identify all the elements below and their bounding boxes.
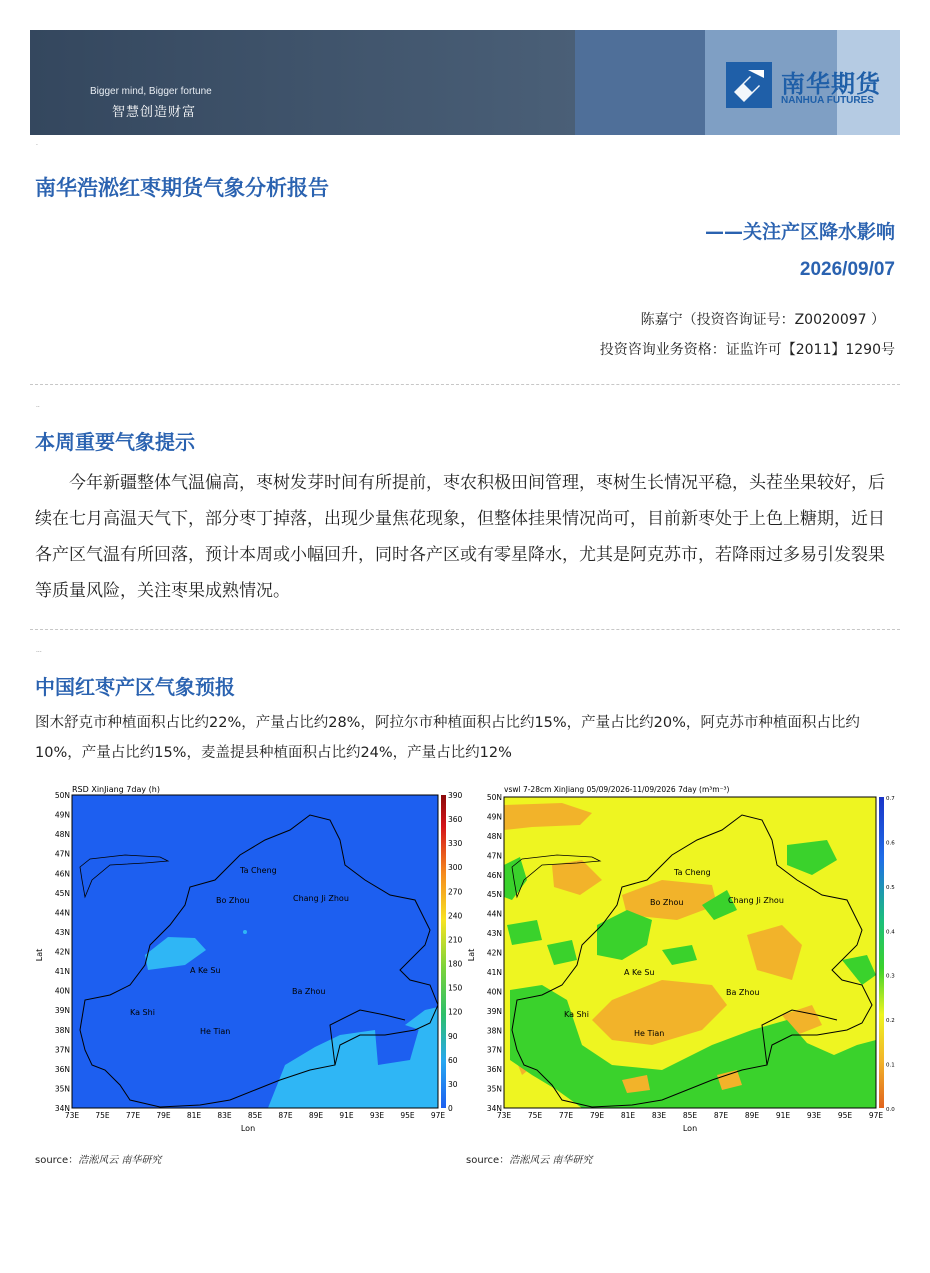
colorbar-tick-label: 0.3 [886, 973, 895, 980]
y-axis-label: Lat [35, 948, 44, 962]
colorbar-tick-label: 150 [448, 983, 462, 993]
y-tick-label: 41N [486, 967, 502, 977]
x-tick-label: 89E [308, 1111, 324, 1120]
colorbar-tick-label: 300 [448, 863, 462, 873]
place-label: Ba Zhou [726, 988, 760, 997]
x-tick-label: 83E [217, 1111, 232, 1120]
y-tick-label: 44N [54, 908, 70, 918]
x-axis-label: Lon [240, 1124, 256, 1133]
y-tick-label: 40N [54, 986, 70, 996]
colorbar-tick-label: 30 [448, 1079, 458, 1089]
colorbar-tick-label: 330 [448, 839, 462, 849]
author-line: 陈嘉宁（投资咨询证号：Z0020097 ） [640, 312, 885, 328]
report-subtitle: ——关注产区降水影响 [704, 221, 895, 243]
y-tick-label: 47N [486, 851, 502, 861]
source-text: 浩淞风云 南华研究 [78, 1155, 162, 1166]
colorbar-tick-label: 0.1 [886, 1062, 895, 1069]
y-tick-label: 45N [54, 888, 70, 898]
colorbar-tick-label: 90 [448, 1031, 458, 1041]
place-label: Chang Ji Zhou [728, 896, 784, 905]
x-tick-label: 83E [651, 1111, 667, 1120]
source-label: source： [466, 1155, 510, 1166]
y-tick-label: 35N [54, 1084, 70, 1094]
logo-text-cn: 南华期货 [781, 70, 881, 98]
y-tick-label: 37N [486, 1045, 502, 1055]
place-label: He Tian [634, 1029, 665, 1038]
y-tick-label: 40N [486, 987, 502, 997]
place-label: Bo Zhou [650, 898, 684, 907]
map-plot-area [72, 795, 438, 1108]
slogan-chinese: 智慧创造财富 [112, 105, 197, 120]
x-axis-ticks [497, 1111, 884, 1120]
x-tick-label: 85E [682, 1111, 698, 1120]
colorbar-tick-label: 180 [448, 959, 462, 969]
x-tick-label: 93E [369, 1111, 385, 1120]
colorbar-tick-label: 0.4 [886, 929, 895, 936]
weather-tips-paragraph: 今年新疆整体气温偏高，枣树发芽时间有所提前，枣农积极田间管理，枣树生长情况平稳，头茬坐果较好，后续在七月高温天气下，部分枣丁掉落，出现少量焦花现象，但整体挂果情况尚可，目前新枣处于上色上糖期，近日各产区气温有所回落，预计本周或小幅回升，同时各产区或有零星降水，尤其是阿克苏市，若降雨过多易引发裂果等质量风险，关注枣果成熟情况。 [35, 473, 885, 601]
place-label: Ta Cheng [674, 868, 711, 877]
colorbar [879, 797, 884, 1108]
colorbar-ticks [448, 791, 462, 1113]
license-line: 投资咨询业务资格：证监许可【2011】1290号 [599, 342, 895, 358]
map-title: vswl 7-28cm XinJiang 05/09/2026-11/09/2026 7day (m³m⁻³) [504, 785, 730, 794]
x-tick-label: 73E [64, 1111, 80, 1120]
x-tick-label: 73E [496, 1111, 512, 1120]
colorbar-tick-label: 120 [448, 1007, 462, 1017]
colorbar-tick-label: 0 [448, 1104, 453, 1113]
colorbar-tick-label: 0.5 [886, 884, 895, 891]
page-marker: . [36, 140, 38, 147]
y-tick-label: 34N [54, 1104, 70, 1113]
y-tick-label: 38N [54, 1025, 70, 1035]
y-tick-label: 50N [54, 791, 70, 800]
y-tick-label: 44N [486, 909, 502, 919]
map-title: RSD XinJiang 7day (h) [72, 785, 160, 794]
y-tick-label: 50N [486, 793, 502, 802]
y-tick-label: 47N [54, 849, 70, 859]
colorbar [441, 795, 446, 1108]
section-heading-weather-tips: 本周重要气象提示 [35, 430, 195, 454]
x-tick-label: 97E [868, 1111, 884, 1120]
y-tick-label: 43N [54, 927, 70, 937]
x-tick-label: 87E [278, 1111, 293, 1120]
y-axis-ticks [55, 791, 70, 1113]
slogan-english: Bigger mind, Bigger fortune [90, 86, 212, 97]
logo-icon [726, 62, 772, 108]
y-tick-label: 48N [54, 830, 70, 840]
source-text: 浩淞风云 南华研究 [509, 1155, 593, 1166]
y-tick-label: 34N [486, 1104, 502, 1113]
y-tick-label: 35N [486, 1084, 502, 1094]
place-label: Bo Zhou [216, 896, 250, 905]
x-tick-label: 75E [95, 1111, 110, 1120]
place-label: Ta Cheng [240, 866, 277, 875]
place-label: A Ke Su [624, 968, 655, 977]
colorbar-tick-label: 390 [448, 791, 462, 800]
source-left [35, 1151, 161, 1166]
y-axis-ticks [487, 793, 502, 1113]
forecast-paragraph: 图木舒克市种植面积占比约22%，产量占比约28%，阿拉尔市种植面积占比约15%，产量占比约20%，阿克苏市种植面积占比约10%，产量占比约15%，麦盖提县种植面积占比约24%，产量占比约12% [35, 715, 860, 761]
colorbar-tick-label: 0.0 [886, 1107, 895, 1113]
x-tick-label: 77E [125, 1111, 141, 1120]
x-tick-label: 79E [156, 1111, 171, 1120]
x-tick-label: 89E [744, 1111, 760, 1120]
section-marker: ... [36, 647, 42, 654]
x-axis-label: Lon [682, 1124, 698, 1133]
y-tick-label: 42N [54, 947, 70, 957]
colorbar-ticks [886, 796, 895, 1113]
x-tick-label: 95E [837, 1111, 853, 1120]
y-tick-label: 45N [486, 890, 502, 900]
report-title: 南华浩淞红枣期货气象分析报告 [35, 176, 329, 200]
colorbar-tick-label: 240 [448, 911, 462, 921]
x-tick-label: 91E [339, 1111, 354, 1120]
y-tick-label: 39N [486, 1006, 502, 1016]
report-date: 2026/09/07 [799, 259, 895, 280]
section-heading-forecast: 中国红枣产区气象预报 [35, 675, 235, 699]
section-marker: .. [36, 402, 40, 409]
y-tick-label: 46N [54, 869, 70, 879]
x-tick-label: 81E [186, 1111, 202, 1120]
place-label: He Tian [200, 1027, 231, 1036]
y-tick-label: 36N [54, 1064, 70, 1074]
y-tick-label: 36N [486, 1065, 502, 1075]
source-right [466, 1151, 592, 1166]
colorbar-tick-label: 210 [448, 935, 462, 945]
y-tick-label: 38N [486, 1026, 502, 1036]
colorbar-tick-label: 360 [448, 815, 462, 825]
x-tick-label: 75E [527, 1111, 543, 1120]
banner-panel-mid [575, 30, 705, 135]
x-tick-label: 85E [247, 1111, 263, 1120]
x-tick-label: 81E [620, 1111, 636, 1120]
place-label: Ka Shi [130, 1008, 155, 1017]
place-label: Ka Shi [564, 1010, 589, 1019]
company-logo [726, 62, 894, 108]
y-tick-label: 39N [54, 1006, 70, 1016]
y-tick-label: 41N [54, 967, 70, 977]
y-axis-label: Lat [467, 948, 476, 962]
x-tick-label: 97E [430, 1111, 446, 1120]
colorbar-tick-label: 0.6 [886, 840, 895, 847]
x-tick-label: 95E [400, 1111, 415, 1120]
place-label: A Ke Su [190, 966, 221, 975]
colorbar-tick-label: 270 [448, 887, 462, 897]
colorbar-tick-label: 0.7 [886, 796, 895, 802]
logo-text-en: NANHUA FUTURES [781, 95, 874, 106]
x-axis-ticks [65, 1111, 446, 1120]
y-tick-label: 37N [54, 1045, 70, 1055]
divider [30, 629, 900, 630]
colorbar-tick-label: 60 [448, 1055, 458, 1065]
source-label: source： [35, 1155, 79, 1166]
divider [30, 384, 900, 385]
x-tick-label: 87E [713, 1111, 729, 1120]
header-banner [30, 30, 900, 135]
y-tick-label: 43N [486, 929, 502, 939]
sunshine-map [30, 785, 462, 1135]
x-tick-label: 77E [558, 1111, 574, 1120]
y-tick-label: 49N [486, 812, 502, 822]
x-tick-label: 91E [775, 1111, 791, 1120]
y-tick-label: 49N [54, 810, 70, 820]
y-tick-label: 46N [486, 870, 502, 880]
colorbar-tick-label: 0.2 [886, 1018, 895, 1025]
place-label: Ba Zhou [292, 987, 326, 996]
y-tick-label: 48N [486, 831, 502, 841]
place-label: Chang Ji Zhou [293, 894, 349, 903]
soil-moisture-map [462, 785, 900, 1135]
x-tick-label: 79E [589, 1111, 605, 1120]
x-tick-label: 93E [806, 1111, 822, 1120]
y-tick-label: 42N [486, 948, 502, 958]
